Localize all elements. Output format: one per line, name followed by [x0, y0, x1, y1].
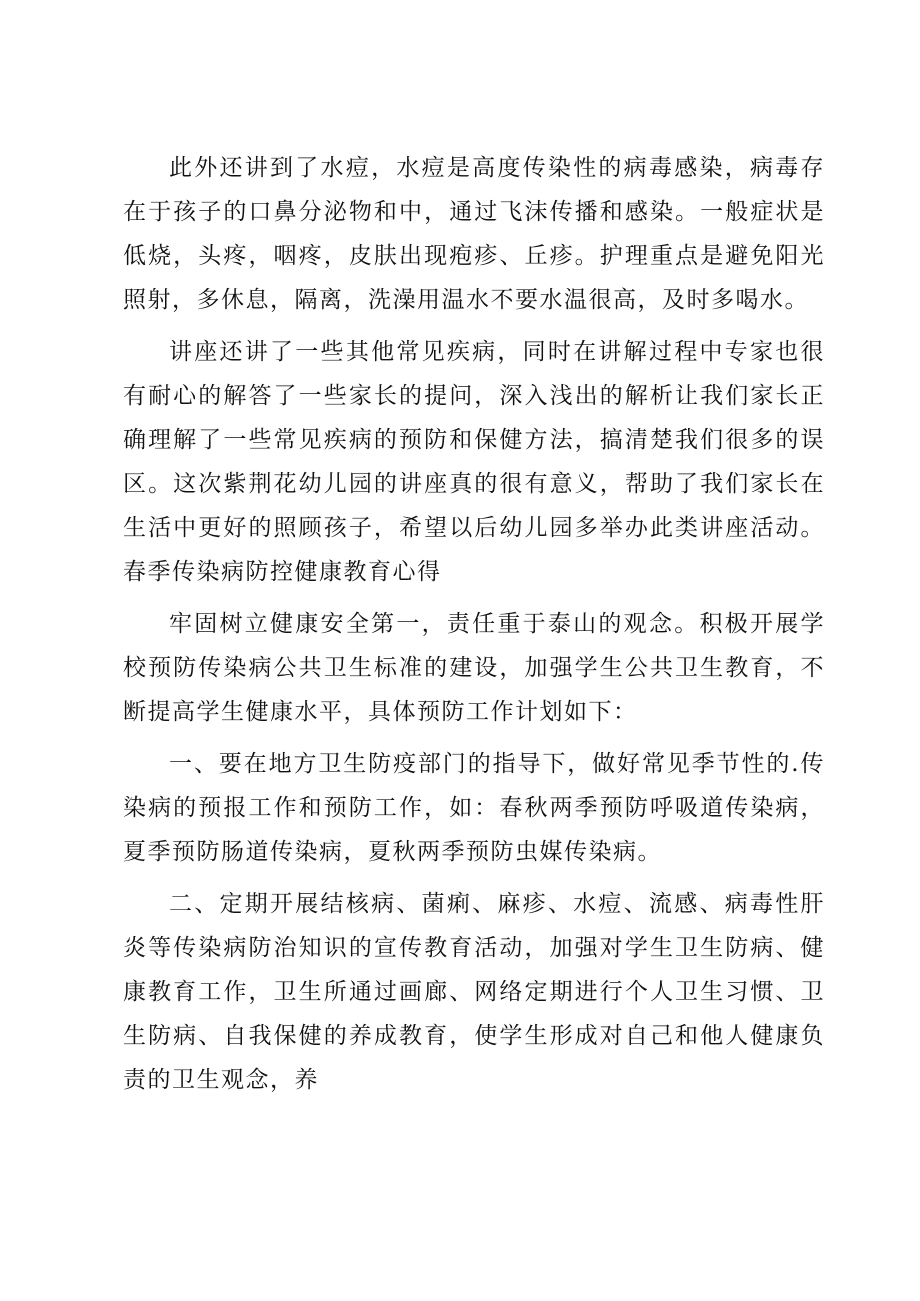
- document-page: [123, 146, 825, 1110]
- paragraph-lecture-summary: 讲座还讲了一些其他常见疾病，同时在讲解过程中专家也很有耐心的解答了一些家长的提问，深入浅出的解析让我们家长正确理解了一些常见疾病的预防和保健方法，搞清楚我们很多的误区。这次紫荆花幼儿园的讲座真的很有意义，帮助了我们家长在生活中更好的照顾孩子，希望以后幼儿园多举办此类讲座活动。春季传染病防控健康教育心得: [123, 339, 825, 585]
- paragraph-health-safety: 牢固树立健康安全第一，责任重于泰山的观念。积极开展学校预防传染病公共卫生标准的建设，加强学生公共卫生教育，不断提高学生健康水平，具体预防工作计划如下：: [123, 611, 825, 725]
- paragraph-point-two: 二、定期开展结核病、菌痢、麻疹、水痘、流感、病毒性肝炎等传染病防治知识的宣传教育活动，加强对学生卫生防病、健康教育工作，卫生所通过画廊、网络定期进行个人卫生习惯、卫生防病、自我保健的养成教育，使学生形成对自己和他人健康负责的卫生观念，养: [123, 891, 825, 1093]
- paragraph-chickenpox: 此外还讲到了水痘，水痘是高度传染性的病毒感染，病毒存在于孩子的口鼻分泌物和中，通过飞沫传播和感染。一般症状是低烧，头疼，咽疼，皮肤出现疱疹、丘疹。护理重点是避免阳光照射，多休息，隔离，洗澡用温水不要水温很高，及时多喝水。: [123, 155, 825, 313]
- paragraph-point-one: 一、要在地方卫生防疫部门的指导下，做好常见季节性的.传染病的预报工作和预防工作，如：春秋两季预防呼吸道传染病，夏季预防肠道传染病，夏秋两季预防虫媒传染病。: [123, 751, 825, 865]
